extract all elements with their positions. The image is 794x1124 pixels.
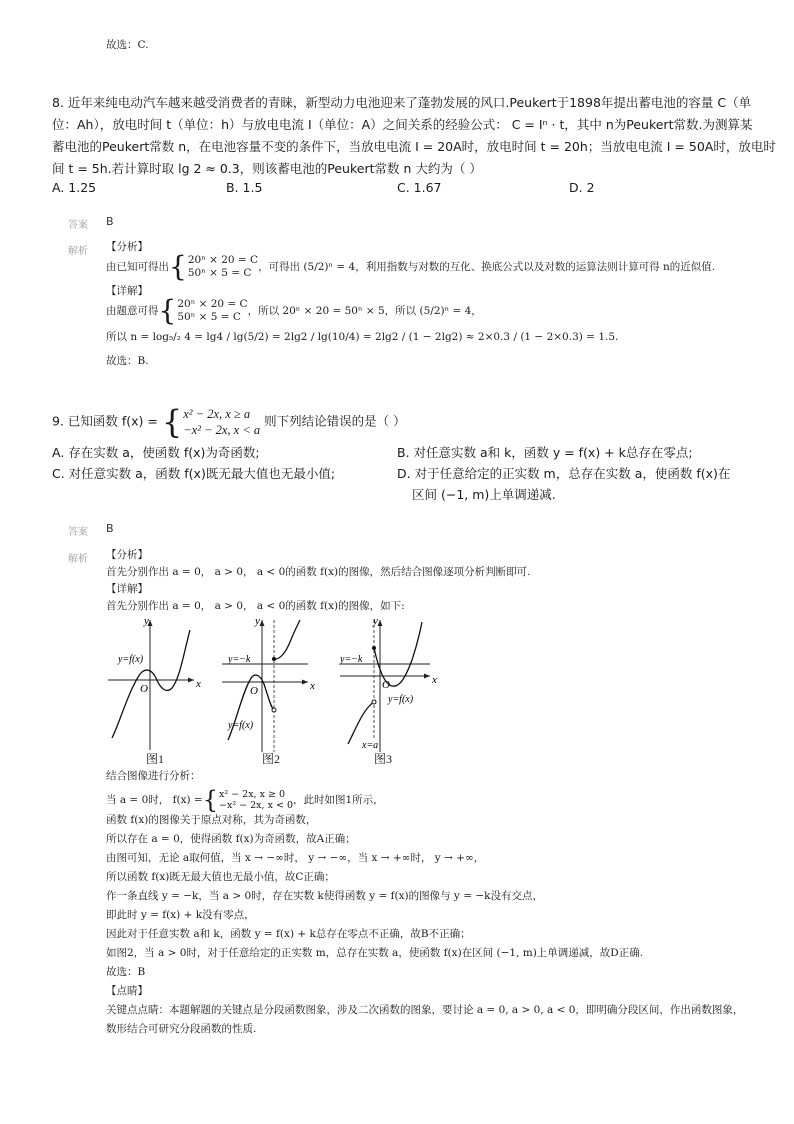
q9-xj-intro: 首先分别作出 a = 0， a > 0， a < 0的函数 f(x)的图像，如下:	[106, 600, 405, 612]
q8-stem-line2: 位：Ah），放电时间 t（单位：h）与放电电流 I（单位：A）之间关系的经验公式： C = Iⁿ · t，其中 n为Peukert常数.为测算某	[52, 117, 753, 132]
q9-stem-pre: 9. 已知函数 f(x) =	[52, 413, 158, 429]
q8-xiangjie-line1	[106, 294, 482, 327]
brace-icon: {	[202, 786, 219, 814]
fig3-closed-point	[372, 646, 376, 650]
q9-case0-piece1: x² − 2x, x ≥ 0	[219, 789, 286, 800]
fig3-axis-x-label: x	[432, 674, 437, 686]
q9-case0-pre: 当 a = 0时， f(x) =	[106, 794, 203, 806]
q9-fenxi-title: 【分析】	[106, 549, 148, 561]
q9-case0-system	[219, 789, 293, 811]
q9-line-6: 作一条直线 y = −k，当 a > 0时，存在实数 k使得函数 y = f(x)的图像与 y = −k没有交点，	[106, 890, 543, 902]
q9-line-case0	[106, 786, 384, 814]
fig3-left-curve	[348, 702, 374, 744]
previous-answer: 故选：C.	[106, 39, 149, 51]
q8-xj-pre: 由题意可得	[106, 305, 159, 317]
q9-piece2: −x² − 2x, x < a	[183, 423, 261, 437]
fig2-axis-y-label: y	[255, 615, 260, 627]
q8-xj-mid: ，所以 20ⁿ × 20 = 50ⁿ × 5，所以 (5/2)ⁿ = 4，	[247, 305, 482, 317]
q8-fenxi-system	[188, 254, 258, 280]
q8-fenxi-mid: ，可得出 (5/2)ⁿ = 4，利用指数与对数的互化、换底公式以及对数的运算法则计算可得 n的近似值.	[258, 261, 716, 273]
q8-analysis-tag: 解析	[68, 246, 88, 257]
fig3-line-label: y=−k	[340, 654, 363, 665]
fig1-x-arrow-icon	[188, 678, 194, 683]
fig2-axis-x-label: x	[310, 680, 315, 692]
q8-option-b: B. 1.5	[226, 180, 263, 195]
fig3-right-curve	[374, 622, 422, 686]
q8-answer-value: B	[106, 215, 114, 228]
brace-icon: {	[161, 403, 183, 441]
figure-2	[222, 615, 315, 752]
q9-line-2: 函数 f(x)的图像关于原点对称，其为奇函数，	[106, 814, 317, 826]
fig2-open-point	[272, 708, 276, 712]
q8-fenxi-sys2: 50ⁿ × 5 = C	[187, 267, 252, 279]
q8-option-a: A. 1.25	[52, 180, 97, 195]
q8-stem-line1: 8. 近年来纯电动汽车越来越受消费者的青睐，新型动力电池迎来了蓬勃发展的风口.Peukert于1898年提出蓄电池的容量 C（单	[52, 95, 752, 110]
q9-figures	[100, 612, 440, 767]
fig1-axis-y-label: y	[144, 615, 149, 627]
q8-fenxi-sys1: 20ⁿ × 20 = C	[187, 254, 259, 266]
figure-1	[108, 615, 201, 750]
q9-option-a: A. 存在实数 a，使函数 f(x)为奇函数;	[52, 445, 260, 460]
q9-line-9: 如图2，当 a > 0时，对于任意给定的正实数 m，总存在实数 a，使函数 f(x)在区间 (−1, m)上单调递减，故D正确.	[106, 947, 644, 959]
q8-option-c: C. 1.67	[397, 180, 442, 195]
fig3-curve-label: y=f(x)	[388, 694, 414, 705]
fig3-axis-y-label: y	[373, 615, 378, 627]
q8-stem-line3: 蓄电池的Peukert常数 n，在电池容量不变的条件下，当放电电流 I = 20A时，放电时间 t = 20h；当放电电流 I = 50A时，放电时	[52, 139, 776, 154]
figure-3	[339, 615, 437, 752]
q9-analysis-tag: 解析	[68, 554, 88, 565]
brace-icon: {	[169, 250, 187, 283]
q9-line-12: 关键点点睛：本题解题的关键点是分段函数图象，涉及二次函数的图象，要讨论 a = 0, a > 0, a < 0，即明确分段区间，作出函数图象，	[106, 1004, 744, 1016]
q8-answer-tag: 答案	[68, 220, 88, 231]
fig2-closed-point	[272, 657, 276, 661]
q9-line-7: 即此时 y = f(x) + k没有零点，	[106, 909, 255, 921]
q9-line-4: 由图可知，无论 a取何值，当 x → −∞时， y → −∞，当 x → +∞时， y → +∞，	[106, 852, 485, 864]
q8-xj-sys2: 50ⁿ × 5 = C	[177, 311, 241, 323]
q9-option-d-line2: 区间 (−1, m)上单调递减.	[412, 487, 556, 502]
fig1-curve	[112, 630, 190, 738]
fig1-origin-label: O	[140, 683, 148, 695]
fig3-y-arrow-icon	[378, 620, 383, 626]
q9-option-b: B. 对任意实数 a和 k，函数 y = f(x) + k总存在零点;	[397, 445, 693, 460]
q9-stem-post: 则下列结论错误的是（ ）	[264, 413, 406, 429]
q9-piece1: x² − 2x, x ≥ a	[183, 407, 251, 421]
brace-icon: {	[158, 294, 177, 327]
q8-xj-sys1: 20ⁿ × 20 = C	[177, 298, 248, 310]
fig3-open-point	[372, 700, 376, 704]
q8-conclusion: 故选：B.	[106, 355, 149, 367]
q8-stem-line4: 间 t = 5h.若计算时取 lg 2 ≈ 0.3，则该蓄电池的Peukert常数 n 大约为（ ）	[52, 161, 482, 176]
fig3-caption: 图3	[374, 752, 393, 766]
fig2-curve-label: y=f(x)	[228, 720, 254, 731]
q9-option-c: C. 对任意实数 a，函数 f(x)既无最大值也无最小值;	[52, 466, 336, 481]
q8-fenxi-title: 【分析】	[106, 241, 148, 253]
fig3-x-arrow-icon	[424, 674, 430, 679]
q8-xj-system	[177, 298, 247, 324]
q9-piecewise	[183, 406, 260, 438]
q9-case0-post: ，此时如图1所示，	[292, 794, 384, 806]
fig2-right-curve	[274, 620, 300, 659]
q8-fenxi-line	[106, 250, 716, 283]
q9-fenxi-text: 首先分别作出 a = 0， a > 0， a < 0的函数 f(x)的图像，然后结合图像逐项分析判断即可.	[106, 566, 531, 578]
fig1-curve-label: y=f(x)	[118, 654, 144, 665]
fig2-caption: 图2	[262, 752, 281, 766]
q8-xiangjie-title: 【详解】	[106, 285, 148, 297]
fig1-caption: 图1	[146, 752, 165, 766]
q9-answer-tag: 答案	[68, 527, 88, 538]
fig2-origin-label: O	[250, 685, 258, 697]
fig2-y-arrow-icon	[260, 620, 265, 626]
q8-fenxi-pre: 由已知可得出	[106, 261, 169, 273]
fig2-line-label: y=−k	[228, 654, 251, 665]
q9-line-13: 数形结合可研究分段函数的性质.	[106, 1023, 257, 1035]
q9-line-3: 所以存在 a = 0，使得函数 f(x)为奇函数，故A正确；	[106, 833, 356, 845]
q9-xiangjie-title: 【详解】	[106, 583, 148, 595]
fig1-axis-x-label: x	[196, 678, 201, 690]
q9-line-8: 因此对于任意实数 a和 k，函数 y = f(x) + k总存在零点不正确，故B不正确；	[106, 928, 471, 940]
q9-line-11: 【点睛】	[106, 985, 148, 997]
q9-option-d-line1: D. 对于任意给定的正实数 m，总存在实数 a，使函数 f(x)在	[397, 466, 731, 481]
q9-line-10: 故选：B	[106, 966, 146, 978]
q8-option-d: D. 2	[569, 180, 595, 195]
fig3-origin-label: O	[382, 679, 390, 691]
q9-stem	[52, 403, 406, 441]
q9-line-5: 所以函数 f(x)既无最大值也无最小值，故C正确；	[106, 871, 335, 883]
fig2-x-arrow-icon	[302, 680, 308, 685]
fig3-xa-label: x=a	[362, 740, 379, 751]
q9-answer-value: B	[106, 522, 114, 535]
q8-xiangjie-line2: 所以 n = log₅/₂ 4 = lg4 / lg(5/2) = 2lg2 / lg(10/4) = 2lg2 / (1 − 2lg2) ≈ 2×0.3 / (1 − 2×0.3) = 1.5.	[106, 331, 619, 343]
q9-case0-piece2: −x² − 2x, x < 0	[219, 800, 293, 811]
q9-line-0: 结合图像进行分析：	[106, 770, 201, 782]
